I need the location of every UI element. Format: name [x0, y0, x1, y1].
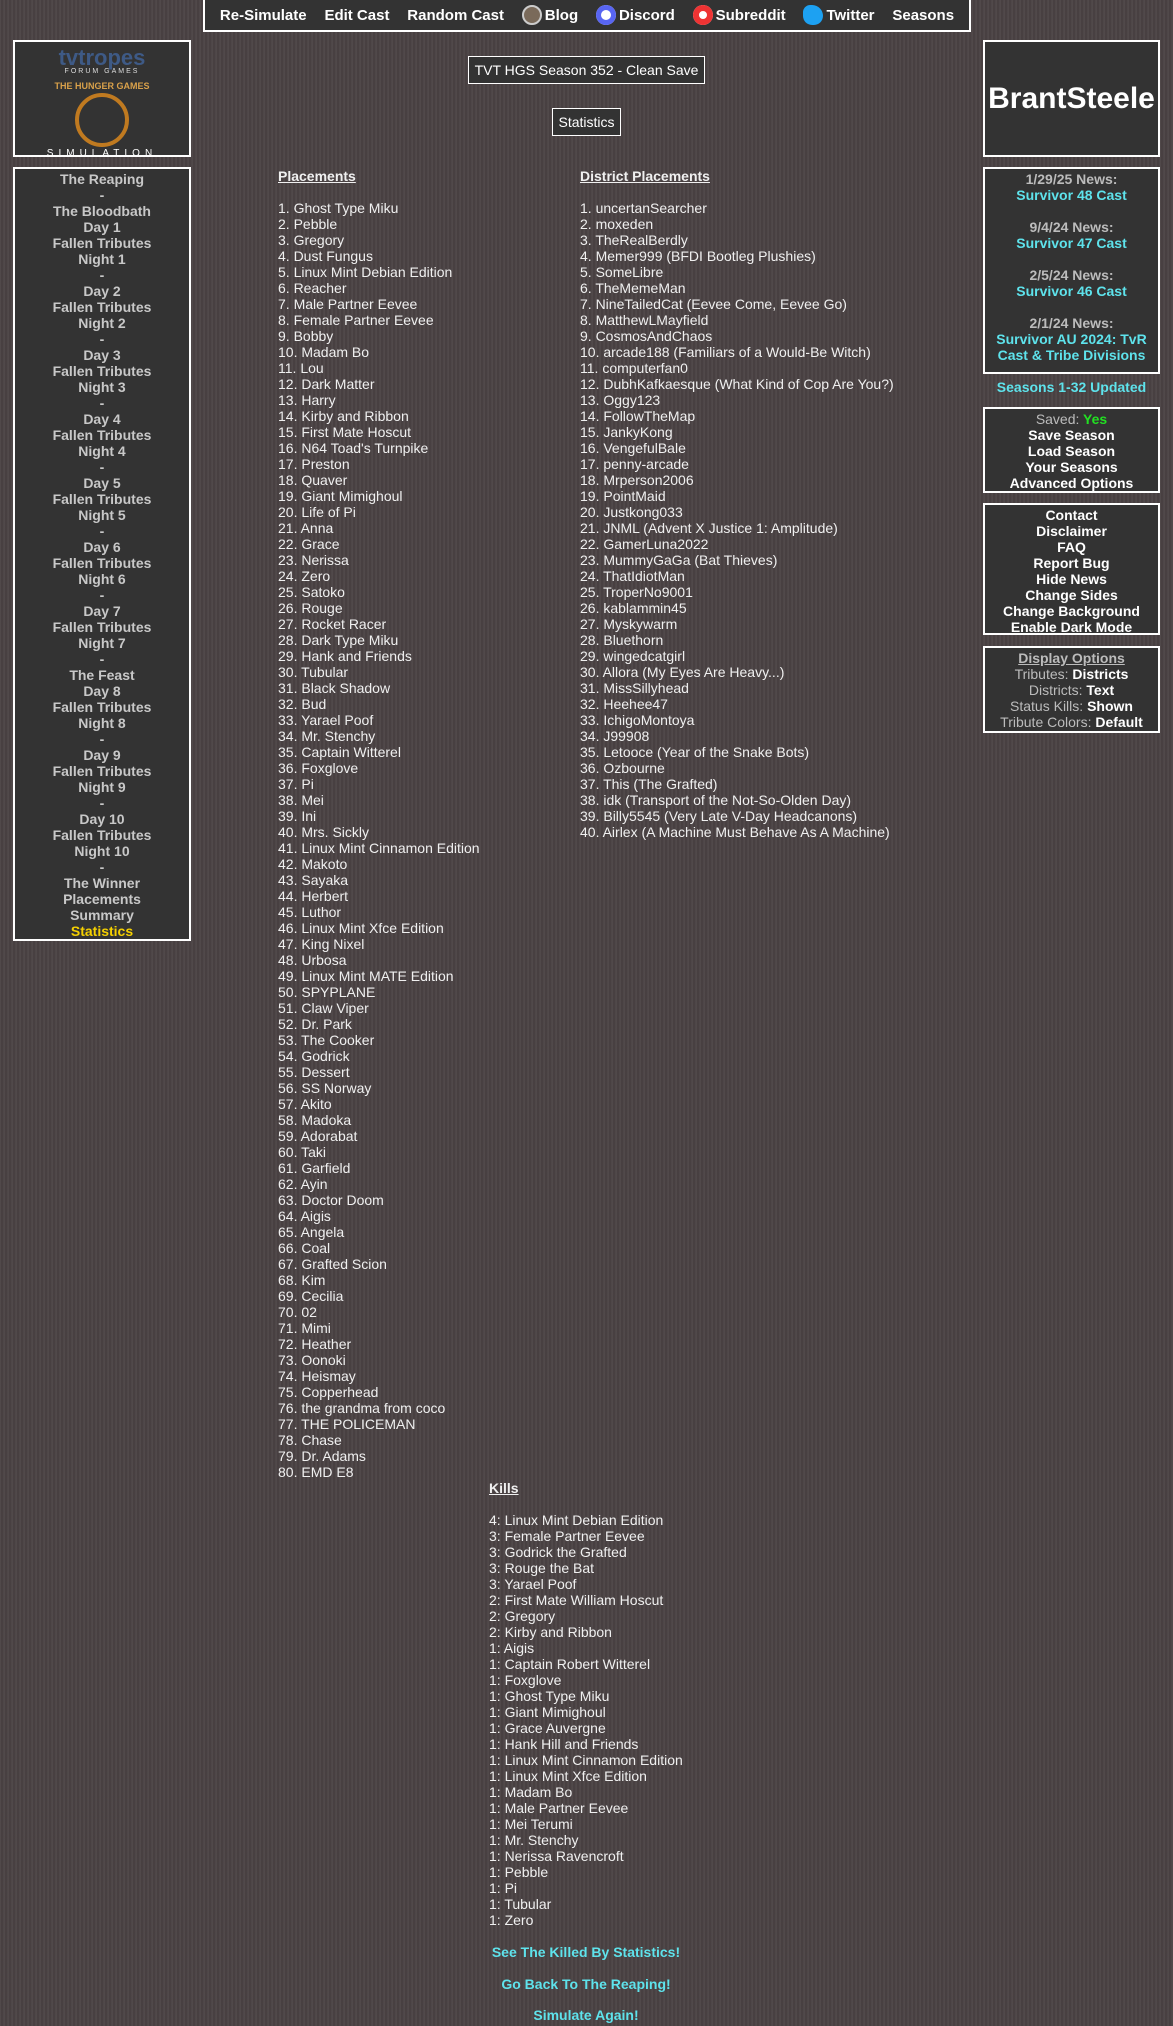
district-placement-item: 2. moxeden	[580, 216, 654, 232]
district-placement-item: 17. penny-arcade	[580, 456, 689, 472]
sidebar-item-the-bloodbath[interactable]: The Bloodbath	[53, 203, 151, 219]
placement-item: 52. Dr. Park	[278, 1016, 352, 1032]
placement-item: 47. King Nixel	[278, 936, 365, 952]
kill-count-item: 1: Zero	[489, 1912, 534, 1928]
placement-item: 39. Ini	[278, 808, 317, 824]
sidebar-item-placements[interactable]: Placements	[63, 891, 141, 907]
save-panel	[983, 407, 1160, 493]
district-placement-item: 26. kablammin45	[580, 600, 687, 616]
nav-link-label: Blog	[544, 6, 579, 24]
news-date: 9/4/24 News:	[1029, 219, 1114, 235]
brantsteele-logo[interactable]: BrantSteele	[983, 40, 1160, 157]
kill-count-item: 1: Ghost Type Miku	[489, 1688, 610, 1704]
kills-section	[489, 1480, 683, 1928]
sidebar-item-day-10[interactable]: Day 10	[79, 811, 125, 827]
placement-item: 12. Dark Matter	[278, 376, 375, 392]
placement-item: 71. Mimi	[278, 1320, 331, 1336]
placement-item: 44. Herbert	[278, 888, 349, 904]
hunger-games-simulator-logo[interactable]	[13, 40, 191, 157]
display-option-value[interactable]: Text	[1086, 682, 1115, 698]
placements-heading: Placements	[278, 168, 356, 184]
district-placement-item: 36. Ozbourne	[580, 760, 665, 776]
season-title: TVT HGS Season 352 - Clean Save	[468, 56, 705, 84]
placement-item: 34. Mr. Stenchy	[278, 728, 376, 744]
district-placement-item: 10. arcade188 (Familiars of a Would-Be Witch)	[580, 344, 871, 360]
nav-link-label: Re-Simulate	[219, 6, 307, 24]
news-date: 1/29/25 News:	[1025, 171, 1118, 187]
load-season-link[interactable]: Load Season	[1027, 443, 1116, 459]
district-placement-item: 5. SomeLibre	[580, 264, 664, 280]
sidebar-item-summary[interactable]: Summary	[70, 907, 134, 923]
save-season-link[interactable]: Save Season	[1028, 427, 1115, 443]
change-background-link[interactable]: Change Background	[1003, 603, 1140, 619]
district-placement-item: 23. MummyGaGa (Bat Thieves)	[580, 552, 778, 568]
district-placement-item: 3. TheRealBerdly	[580, 232, 688, 248]
news-date: 2/1/24 News:	[1029, 315, 1114, 331]
change-sides-link[interactable]: Change Sides	[1025, 587, 1118, 603]
kill-count-item: 1: Madam Bo	[489, 1784, 573, 1800]
nav-separator: -	[99, 267, 105, 283]
placement-item: 40. Mrs. Sickly	[278, 824, 370, 840]
placement-item: 62. Ayin	[278, 1176, 328, 1192]
placement-item: 8. Female Partner Eevee	[278, 312, 434, 328]
placement-item: 24. Zero	[278, 568, 331, 584]
placement-item: 68. Kim	[278, 1272, 326, 1288]
simulate-again-link[interactable]: Simulate Again!	[533, 2007, 639, 2023]
district-placement-item: 29. wingedcatgirl	[580, 648, 686, 664]
placement-item: 65. Angela	[278, 1224, 345, 1240]
kill-count-item: 3: Godrick the Grafted	[489, 1544, 627, 1560]
placement-item: 16. N64 Toad's Turnpike	[278, 440, 429, 456]
placement-item: 74. Heismay	[278, 1368, 356, 1384]
sidebar-item-day-3[interactable]: Day 3	[83, 347, 121, 363]
district-placement-item: 18. Mrperson2006	[580, 472, 694, 488]
placement-item: 78. Chase	[278, 1432, 342, 1448]
placement-item: 48. Urbosa	[278, 952, 347, 968]
district-placement-item: 21. JNML (Advent X Justice 1: Amplitude)	[580, 520, 838, 536]
news-link[interactable]: Survivor 47 Cast	[1016, 235, 1127, 251]
placement-item: 60. Taki	[278, 1144, 326, 1160]
district-placement-item: 13. Oggy123	[580, 392, 661, 408]
kill-count-item: 2: Gregory	[489, 1608, 556, 1624]
district-placement-item: 28. Bluethorn	[580, 632, 664, 648]
district-placement-item: 6. TheMemeMan	[580, 280, 686, 296]
advanced-options-link[interactable]: Advanced Options	[1009, 475, 1134, 491]
district-placement-item: 20. Justkong033	[580, 504, 683, 520]
sidebar-item-fallen-tributes[interactable]: Fallen Tributes	[52, 363, 152, 379]
nav-separator: -	[99, 859, 105, 875]
placement-item: 10. Madam Bo	[278, 344, 370, 360]
district-placement-item: 14. FollowTheMap	[580, 408, 696, 424]
placement-item: 9. Bobby	[278, 328, 334, 344]
sidebar-item-night-10[interactable]: Night 10	[74, 843, 130, 859]
report-bug-link[interactable]: Report Bug	[1033, 555, 1110, 571]
reddit-icon	[693, 5, 713, 25]
placement-item: 11. Lou	[278, 360, 324, 376]
display-option-value[interactable]: Districts	[1072, 666, 1129, 682]
kill-count-item: 3: Rouge the Bat	[489, 1560, 595, 1576]
placement-item: 18. Quaver	[278, 472, 348, 488]
nav-edit-cast-link[interactable]	[324, 7, 389, 24]
placement-item: 53. The Cooker	[278, 1032, 375, 1048]
placement-item: 14. Kirby and Ribbon	[278, 408, 409, 424]
district-placement-item: 39. Billy5545 (Very Late V-Day Headcanons)	[580, 808, 858, 824]
nav-link-label: Subreddit	[715, 6, 786, 24]
nav-re-simulate-link[interactable]	[220, 7, 307, 24]
kill-count-item: 4: Linux Mint Debian Edition	[489, 1512, 664, 1528]
spacer	[985, 363, 1158, 379]
district-placement-item: 33. IchigoMontoya	[580, 712, 695, 728]
kill-count-item: 3: Female Partner Eevee	[489, 1528, 645, 1544]
placement-item: 43. Sayaka	[278, 872, 349, 888]
sidebar-item-night-3[interactable]: Night 3	[78, 379, 126, 395]
sidebar-item-night-7[interactable]: Night 7	[78, 635, 126, 651]
placement-item: 32. Bud	[278, 696, 327, 712]
placement-item: 15. First Mate Hoscut	[278, 424, 412, 440]
placement-item: 57. Akito	[278, 1096, 332, 1112]
placement-item: 28. Dark Type Miku	[278, 632, 399, 648]
placement-item: 13. Harry	[278, 392, 336, 408]
page-title-statistics: Statistics	[552, 108, 621, 136]
placement-item: 46. Linux Mint Xfce Edition	[278, 920, 444, 936]
display-options-panel	[983, 646, 1160, 733]
district-placement-item: 40. Airlex (A Machine Must Behave As A Machine)	[580, 824, 890, 840]
your-seasons-link[interactable]: Your Seasons	[1025, 459, 1118, 475]
placement-item: 17. Preston	[278, 456, 350, 472]
display-option-row[interactable]	[985, 682, 1158, 698]
placement-item: 76. the grandma from coco	[278, 1400, 446, 1416]
faq-link[interactable]: FAQ	[1057, 539, 1086, 555]
saved-label: Saved:	[1035, 411, 1080, 427]
display-option-label: Tributes:	[1014, 666, 1069, 682]
sidebar-item-day-4[interactable]: Day 4	[83, 411, 121, 427]
sidebar-item-day-6[interactable]: Day 6	[83, 539, 121, 555]
nav-subreddit-link[interactable]	[693, 5, 786, 25]
sidebar-item-night-2[interactable]: Night 2	[78, 315, 126, 331]
sidebar-item-day-2[interactable]: Day 2	[83, 283, 121, 299]
sidebar-item-the-reaping[interactable]: The Reaping	[59, 171, 144, 187]
placement-item: 38. Mei	[278, 792, 324, 808]
saved-status: Yes	[1083, 411, 1108, 427]
placement-item: 50. SPYPLANE	[278, 984, 376, 1000]
kill-count-item: 1: Tubular	[489, 1896, 552, 1912]
twitter-icon	[803, 5, 823, 25]
kill-count-item: 1: Mei Terumi	[489, 1816, 573, 1832]
placement-item: 21. Anna	[278, 520, 334, 536]
district-placement-item: 15. JankyKong	[580, 424, 673, 440]
nav-blog-link[interactable]	[522, 5, 578, 25]
placement-item: 63. Doctor Doom	[278, 1192, 384, 1208]
kill-count-item: 1: Grace Auvergne	[489, 1720, 606, 1736]
placement-item: 29. Hank and Friends	[278, 648, 412, 664]
nav-seasons-link[interactable]	[892, 7, 954, 24]
placement-item: 55. Dessert	[278, 1064, 350, 1080]
placement-item: 56. SS Norway	[278, 1080, 372, 1096]
enable-dark-mode-link[interactable]: Enable Dark Mode	[1010, 619, 1133, 635]
nav-separator: -	[99, 459, 105, 475]
display-option-value[interactable]: Default	[1095, 714, 1143, 730]
sidebar-item-the-winner[interactable]: The Winner	[63, 875, 141, 891]
placement-item: 49. Linux Mint MATE Edition	[278, 968, 454, 984]
spacer	[985, 203, 1158, 219]
placement-item: 35. Captain Witterel	[278, 744, 401, 760]
logo-simulation-text: SIMULATION	[46, 148, 158, 157]
placement-item: 61. Garfield	[278, 1160, 351, 1176]
district-placement-item: 7. NineTailedCat (Eevee Come, Eevee Go)	[580, 296, 847, 312]
placement-item: 73. Oonoki	[278, 1352, 346, 1368]
sidebar-item-fallen-tributes[interactable]: Fallen Tributes	[52, 299, 152, 315]
sidebar-item-night-8[interactable]: Night 8	[78, 715, 126, 731]
district-placement-item: 38. idk (Transport of the Not-So-Olden Day)	[580, 792, 852, 808]
placement-item: 5. Linux Mint Debian Edition	[278, 264, 453, 280]
sidebar-item-fallen-tributes[interactable]: Fallen Tributes	[52, 555, 152, 571]
sidebar-item-fallen-tributes[interactable]: Fallen Tributes	[52, 827, 152, 843]
district-placement-item: 25. TroperNo9001	[580, 584, 693, 600]
district-placement-item: 1. uncertanSearcher	[580, 200, 707, 216]
placement-item: 25. Satoko	[278, 584, 345, 600]
district-placement-item: 19. PointMaid	[580, 488, 666, 504]
contact-link[interactable]: Contact	[1045, 507, 1098, 523]
sidebar-item-the-feast[interactable]: The Feast	[69, 667, 135, 683]
nav-separator: -	[99, 587, 105, 603]
kill-count-item: 2: First Mate William Hoscut	[489, 1592, 664, 1608]
sidebar-item-fallen-tributes[interactable]: Fallen Tributes	[52, 763, 152, 779]
placement-item: 19. Giant Mimighoul	[278, 488, 403, 504]
sidebar-item-day-1[interactable]: Day 1	[83, 219, 121, 235]
nav-link-label: Discord	[618, 6, 675, 24]
placement-item: 58. Madoka	[278, 1112, 352, 1128]
district-placement-item: 35. Letooce (Year of the Snake Bots)	[580, 744, 810, 760]
district-placement-item: 37. This (The Grafted)	[580, 776, 718, 792]
placement-item: 42. Makoto	[278, 856, 348, 872]
kill-count-item: 2: Kirby and Ribbon	[489, 1624, 612, 1640]
disclaimer-link[interactable]: Disclaimer	[1036, 523, 1107, 539]
placement-item: 66. Coal	[278, 1240, 331, 1256]
placement-item: 20. Life of Pi	[278, 504, 356, 520]
spacer	[985, 251, 1158, 267]
placement-item: 41. Linux Mint Cinnamon Edition	[278, 840, 480, 856]
placement-item: 33. Yarael Poof	[278, 712, 374, 728]
sidebar-item-day-9[interactable]: Day 9	[83, 747, 121, 763]
news-link[interactable]: Survivor AU 2024: TvR Cast & Tribe Divisions	[996, 331, 1147, 363]
spacer	[985, 299, 1158, 315]
placement-item: 45. Luthor	[278, 904, 342, 920]
display-option-label: Tribute Colors:	[1000, 714, 1092, 730]
placement-item: 79. Dr. Adams	[278, 1448, 366, 1464]
sidebar-item-day-5[interactable]: Day 5	[83, 475, 121, 491]
sidebar-item-fallen-tributes[interactable]: Fallen Tributes	[52, 699, 152, 715]
display-options-title[interactable]: Display Options	[1018, 650, 1125, 666]
logo-tvtropes-text: tvtropes	[58, 45, 146, 70]
nav-random-cast-link[interactable]	[407, 7, 504, 24]
placement-item: 27. Rocket Racer	[278, 616, 387, 632]
district-placement-item: 22. GamerLuna2022	[580, 536, 709, 552]
logo-forum-games-text: FORUM GAMES	[64, 68, 140, 75]
district-placement-item: 16. VengefulBale	[580, 440, 686, 456]
blog-avatar-icon	[522, 5, 542, 25]
placement-item: 4. Dust Fungus	[278, 248, 373, 264]
placement-item: 36. Foxglove	[278, 760, 359, 776]
placements-section	[278, 168, 480, 1480]
display-option-label: Status Kills:	[1010, 698, 1084, 714]
mockingjay-icon	[75, 93, 129, 147]
district-placements-section	[580, 168, 894, 840]
district-placement-item: 9. CosmosAndChaos	[580, 328, 713, 344]
placement-item: 26. Rouge	[278, 600, 343, 616]
sidebar-item-statistics[interactable]: Statistics	[70, 923, 134, 939]
district-placement-item: 4. Memer999 (BFDI Bootleg Plushies)	[580, 248, 816, 264]
kill-count-item: 1: Pebble	[489, 1864, 549, 1880]
nav-link-label: Edit Cast	[324, 6, 390, 24]
nav-twitter-link[interactable]	[803, 5, 874, 25]
district-placement-item: 30. Allora (My Eyes Are Heavy...)	[580, 664, 785, 680]
placement-item: 51. Claw Viper	[278, 1000, 369, 1016]
district-placement-item: 12. DubhKafkaesque (What Kind of Cop Are You?)	[580, 376, 894, 392]
sidebar-item-fallen-tributes[interactable]: Fallen Tributes	[52, 619, 152, 635]
news-panel	[983, 167, 1160, 395]
sidebar-item-night-6[interactable]: Night 6	[78, 571, 126, 587]
top-nav-bar	[203, 0, 971, 32]
kill-count-item: 3: Yarael Poof	[489, 1576, 577, 1592]
seasons-updated-link[interactable]: Seasons 1-32 Updated	[996, 379, 1147, 395]
placement-item: 23. Nerissa	[278, 552, 349, 568]
kill-count-item: 1: Foxglove	[489, 1672, 562, 1688]
placement-item: 1. Ghost Type Miku	[278, 200, 399, 216]
kill-count-item: 1: Linux Mint Cinnamon Edition	[489, 1752, 683, 1768]
site-links-panel	[983, 503, 1160, 635]
kill-count-item: 1: Linux Mint Xfce Edition	[489, 1768, 647, 1784]
kill-count-item: 1: Giant Mimighoul	[489, 1704, 606, 1720]
placement-item: 59. Adorabat	[278, 1128, 358, 1144]
display-option-value[interactable]: Shown	[1087, 698, 1133, 714]
placement-item: 80. EMD E8	[278, 1464, 354, 1480]
sidebar-item-night-9[interactable]: Night 9	[78, 779, 126, 795]
nav-link-label: Twitter	[826, 6, 875, 24]
district-placement-item: 11. computerfan0	[580, 360, 688, 376]
placement-item: 30. Tubular	[278, 664, 349, 680]
kill-count-item: 1: Male Partner Eevee	[489, 1800, 629, 1816]
sidebar-item-fallen-tributes[interactable]: Fallen Tributes	[52, 235, 152, 251]
placement-item: 64. Aigis	[278, 1208, 331, 1224]
placement-item: 31. Black Shadow	[278, 680, 391, 696]
nav-separator: -	[99, 187, 105, 203]
sidebar-item-night-4[interactable]: Night 4	[78, 443, 126, 459]
discord-icon	[596, 5, 616, 25]
sidebar-item-fallen-tributes[interactable]: Fallen Tributes	[52, 427, 152, 443]
kill-count-item: 1: Mr. Stenchy	[489, 1832, 579, 1848]
placement-item: 69. Cecilia	[278, 1288, 344, 1304]
sidebar-item-day-7[interactable]: Day 7	[83, 603, 121, 619]
placement-item: 77. THE POLICEMAN	[278, 1416, 416, 1432]
display-option-row[interactable]	[985, 698, 1158, 714]
hide-news-link[interactable]: Hide News	[1036, 571, 1107, 587]
nav-discord-link[interactable]	[596, 5, 675, 25]
kill-count-item: 1: Pi	[489, 1880, 518, 1896]
placement-item: 6. Reacher	[278, 280, 347, 296]
district-placements-heading: District Placements	[580, 168, 710, 184]
nav-separator: -	[99, 523, 105, 539]
nav-separator: -	[99, 651, 105, 667]
news-link[interactable]: Survivor 46 Cast	[1016, 283, 1127, 299]
placement-item: 3. Gregory	[278, 232, 345, 248]
kill-count-item: 1: Nerissa Ravencroft	[489, 1848, 624, 1864]
district-placement-item: 31. MissSillyhead	[580, 680, 689, 696]
display-option-row[interactable]	[985, 714, 1158, 730]
news-date: 2/5/24 News:	[1029, 267, 1114, 283]
nav-link-label: Seasons	[892, 6, 955, 24]
sidebar-season-navigation	[13, 167, 191, 941]
placement-item: 54. Godrick	[278, 1048, 350, 1064]
sidebar-item-night-1[interactable]: Night 1	[78, 251, 126, 267]
placement-item: 70. 02	[278, 1304, 317, 1320]
district-placement-item: 24. ThatIdiotMan	[580, 568, 685, 584]
placement-item: 75. Copperhead	[278, 1384, 379, 1400]
district-placement-item: 27. Myskywarm	[580, 616, 678, 632]
killed-by-statistics-link[interactable]: See The Killed By Statistics!	[491, 1944, 681, 1960]
sidebar-item-night-5[interactable]: Night 5	[78, 507, 126, 523]
news-link[interactable]: Survivor 48 Cast	[1016, 187, 1127, 203]
placement-item: 37. Pi	[278, 776, 314, 792]
logo-hunger-games-text: THE HUNGER GAMES	[54, 81, 150, 91]
district-placement-item: 8. MatthewLMayfield	[580, 312, 709, 328]
kill-count-item: 1: Aigis	[489, 1640, 535, 1656]
sidebar-item-fallen-tributes[interactable]: Fallen Tributes	[52, 491, 152, 507]
district-placement-item: 34. J99908	[580, 728, 650, 744]
display-option-row[interactable]	[985, 666, 1158, 682]
placement-item: 72. Heather	[278, 1336, 352, 1352]
district-placement-item: 32. Heehee47	[580, 696, 668, 712]
kill-count-item: 1: Captain Robert Witterel	[489, 1656, 651, 1672]
kills-heading: Kills	[489, 1480, 519, 1496]
nav-separator: -	[99, 395, 105, 411]
placement-item: 22. Grace	[278, 536, 340, 552]
nav-separator: -	[99, 331, 105, 347]
nav-separator: -	[99, 795, 105, 811]
nav-separator: -	[99, 731, 105, 747]
display-option-label: Districts:	[1028, 682, 1083, 698]
back-to-reaping-link[interactable]: Go Back To The Reaping!	[501, 1976, 671, 1992]
placement-item: 67. Grafted Scion	[278, 1256, 387, 1272]
kill-count-item: 1: Hank Hill and Friends	[489, 1736, 639, 1752]
sidebar-item-day-8[interactable]: Day 8	[83, 683, 121, 699]
placement-item: 2. Pebble	[278, 216, 338, 232]
placement-item: 7. Male Partner Eevee	[278, 296, 418, 312]
nav-link-label: Random Cast	[407, 6, 504, 24]
